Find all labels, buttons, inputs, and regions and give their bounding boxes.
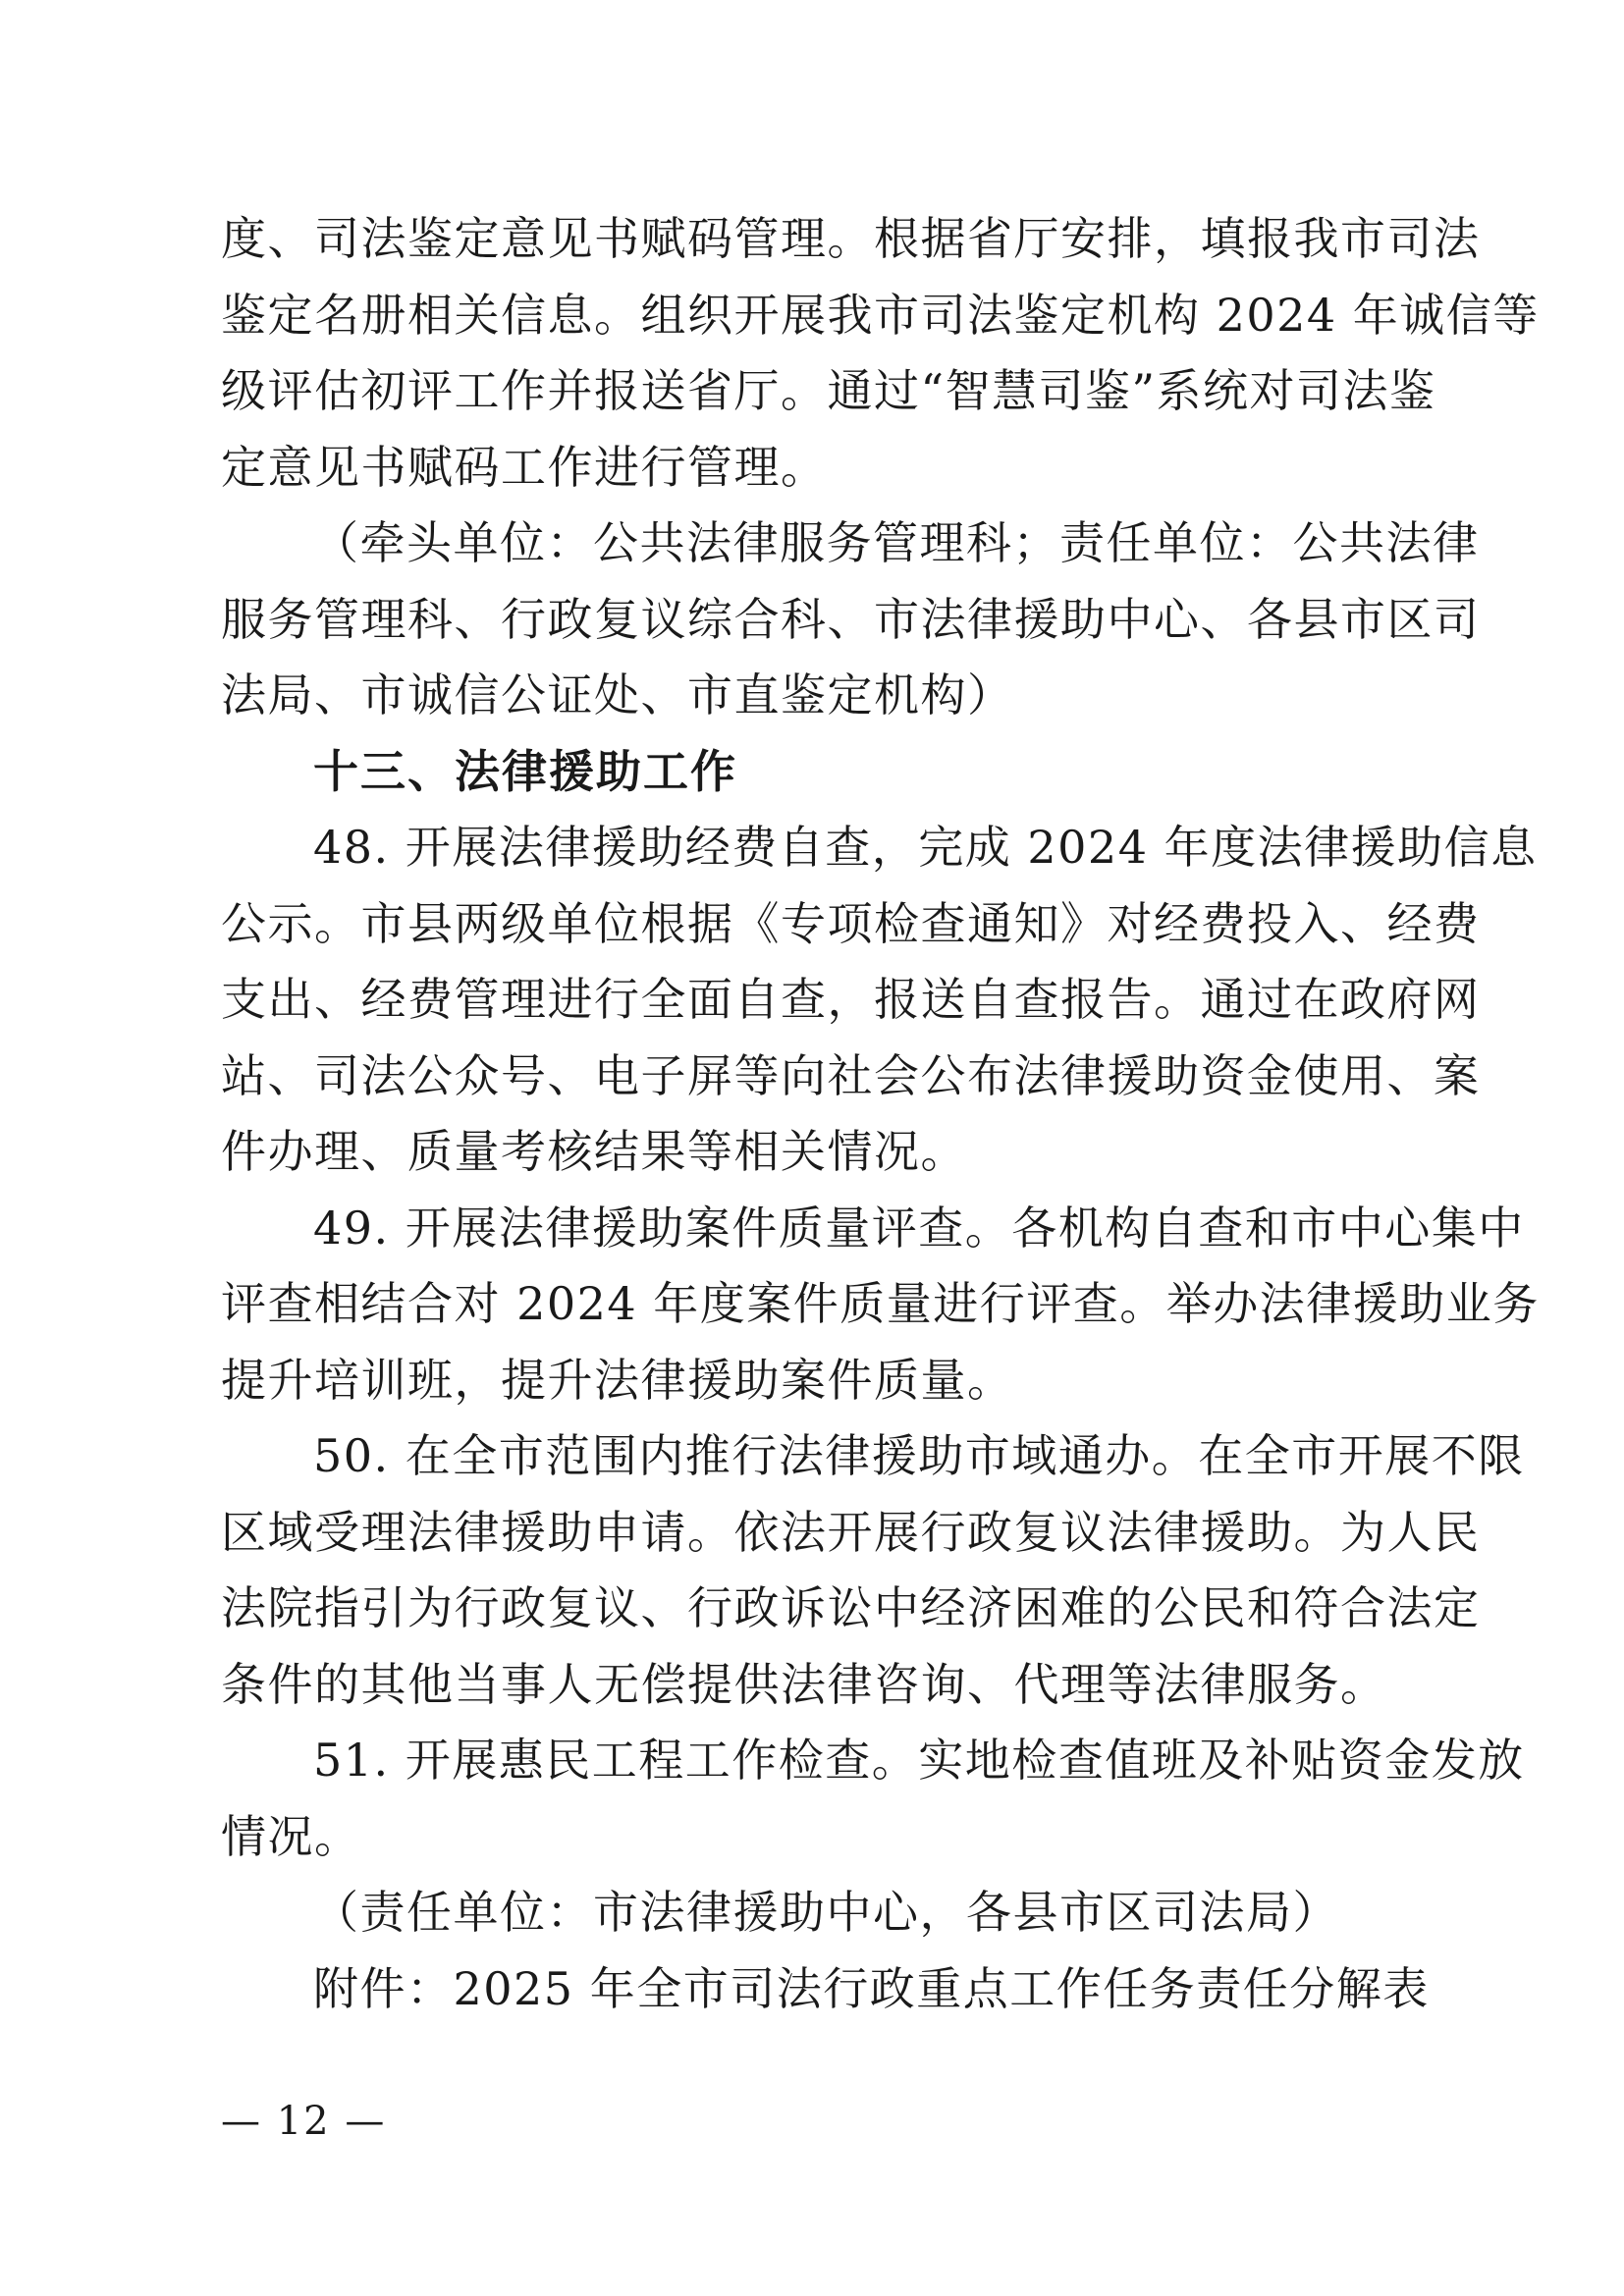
item-48-line: 支出、经费管理进行全面自查，报送自查报告。通过在政府网 [221,973,1481,1026]
item-48-line: 48. 开展法律援助经费自查，完成 2024 年度法律援助信息 [313,821,1538,874]
attachment-line: 附件：2025 年全市司法行政重点工作任务责任分解表 [313,1961,1430,2015]
responsible-units-line: 服务管理科、行政复议综合科、市法律援助中心、各县市区司 [221,592,1481,646]
item-51-line: 情况。 [221,1809,361,1863]
responsible-units-line: （牵头单位：公共法律服务管理科；责任单位：公共法律 [313,516,1480,569]
paragraph-line: 度、司法鉴定意见书赋码管理。根据省厅安排，填报我市司法 [221,212,1481,265]
responsible-units-line: 法局、市诚信公证处、市直鉴定机构） [221,668,1014,721]
item-48-line: 公示。市县两级单位根据《专项检查通知》对经费投入、经费 [221,896,1481,950]
item-50-line: 条件的其他当事人无偿提供法律咨询、代理等法律服务。 [221,1657,1387,1711]
body-text [221,201,1540,2027]
item-50-line: 区域受理法律援助申请。依法开展行政复议法律援助。为人民 [221,1505,1481,1559]
item-51-line: 51. 开展惠民工程工作检查。实地检查值班及补贴资金发放 [313,1734,1525,1787]
paragraph-line: 级评估初评工作并报送省厅。通过“智慧司鉴”系统对司法鉴 [221,364,1436,417]
page-number: — 12 — [221,2099,387,2144]
paragraph-line: 鉴定名册相关信息。组织开展我市司法鉴定机构 2024 年诚信等 [221,288,1540,342]
paragraph-line: 定意见书赋码工作进行管理。 [221,440,828,494]
item-49-line: 评查相结合对 2024 年度案件质量进行评查。举办法律援助业务 [221,1277,1540,1330]
section-heading: 十三、法律援助工作 [313,744,737,798]
responsible-units-line: （责任单位：市法律援助中心，各县市区司法局） [313,1886,1339,1939]
item-48-line: 件办理、质量考核结果等相关情况。 [221,1125,967,1178]
item-49-line: 提升培训班，提升法律援助案件质量。 [221,1353,1014,1407]
item-49-line: 49. 开展法律援助案件质量评查。各机构自查和市中心集中 [313,1201,1525,1255]
item-50-line: 50. 在全市范围内推行法律援助市域通办。在全市开展不限 [313,1429,1525,1482]
item-48-line: 站、司法公众号、电子屏等向社会公布法律援助资金使用、案 [221,1048,1481,1102]
item-50-line: 法院指引为行政复议、行政诉讼中经济困难的公民和符合法定 [221,1581,1481,1634]
